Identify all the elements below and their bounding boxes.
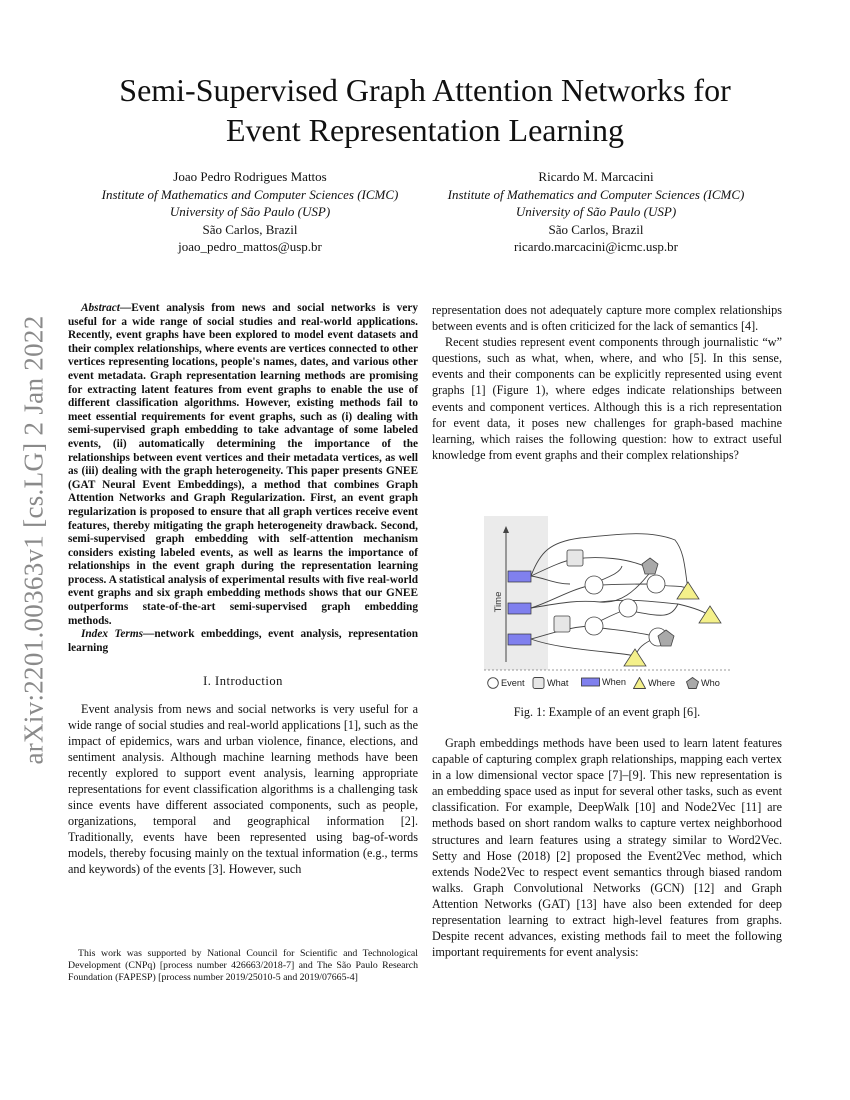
arxiv-side-label: arXiv:2201.00363v1 [cs.LG] 2 Jan 2022 <box>18 315 49 765</box>
author-name: Ricardo M. Marcacini <box>538 169 654 184</box>
author-block-2 <box>416 168 776 256</box>
left-column <box>68 302 418 878</box>
right-column-bottom <box>432 735 782 960</box>
section-heading: I. Introduction <box>203 674 283 689</box>
legend-event-icon <box>487 677 499 689</box>
author-email[interactable]: joao_pedro_mattos@usp.br <box>178 239 322 254</box>
index-terms-label: Index Terms <box>81 628 144 641</box>
what-nodes <box>554 550 583 632</box>
paper-title <box>60 70 790 150</box>
author-institute: Institute of Mathematics and Computer Sciences (ICMC) <box>101 186 399 202</box>
author-university: University of São Paulo (USP) <box>169 204 331 219</box>
time-axis-label: Time <box>493 591 504 613</box>
author-university: University of São Paulo (USP) <box>515 204 677 219</box>
legend-where-icon <box>633 677 646 689</box>
event-graph-figure <box>470 512 770 702</box>
intro-paragraph-1: Event analysis from news and social networks is very useful for a wide range of social studies and real-world applications [1], such as the impact of epidemics, wars and urban violence, finance, elections, and sentiment analysis. Although machine learning methods have been recently explored to support event analysis, learning appropriate representations for event classification algorithms is a challenging task since events have different associated components, such as people, organizations, temporal and geographical information [2]. Traditionally, events have been represented using bag-of-words models, thereby focusing mainly on the textual information (e.g., terms and keywords) of the events [3]. However, such <box>68 701 418 877</box>
legend-what-label: What <box>547 678 569 688</box>
index-terms <box>68 628 418 655</box>
legend-when <box>581 677 626 687</box>
author-institute: Institute of Mathematics and Computer Sciences (ICMC) <box>447 186 745 202</box>
footnote <box>68 948 418 984</box>
legend-when-icon <box>581 677 600 687</box>
right-paragraph-3: Graph embeddings methods have been used to learn latent features capable of capturing complex graph relationships, mapping each vertex in a low dimensional vector space [7]–[9]. This new representation is an embedding space used as input for several other tasks, such as event classification. For example, DeepWalk [10] and Node2Vec [11] are methods based on short random walks to capture vertex neighborhood structures and learn features using a strategy similar to Word2Vec. Setty and Hose (2018) [2] proposed the Event2Vec method, which extends Node2Vec to respect event semantics through biased random walks. Graph Convolutional Networks (GCN) [12] and Graph Attention Networks (GAT) [13] have also been extended for deep representation learning to extract high-level features from graphs. Despite recent advances, existing methods fail to meet the following important requirements for event analysis: <box>432 736 782 960</box>
abstract <box>68 302 418 628</box>
legend-who-label: Who <box>701 678 720 688</box>
author-block-1 <box>70 168 430 256</box>
title-line-2: Event Representation Learning <box>225 112 625 148</box>
author-name: Joao Pedro Rodrigues Mattos <box>173 169 327 184</box>
figure-caption: Fig. 1: Example of an event graph [6]. <box>513 705 701 719</box>
when-nodes <box>508 571 531 645</box>
title-line-1: Semi-Supervised Graph Attention Networks for <box>119 72 731 108</box>
author-email[interactable]: ricardo.marcacini@icmc.usp.br <box>514 239 678 254</box>
legend-when-label: When <box>602 677 627 687</box>
abstract-label: Abstract <box>81 302 120 314</box>
legend-event <box>487 677 525 689</box>
where-nodes <box>624 582 721 666</box>
right-column-top <box>432 302 782 463</box>
right-paragraph-1: representation does not adequately capture more complex relationships between events and is often criticized for the lack of semantics [4]. <box>432 303 782 334</box>
legend-where-label: Where <box>648 678 676 688</box>
legend-who <box>686 677 720 689</box>
legend-event-label: Event <box>501 678 525 688</box>
legend-who-icon <box>686 677 699 689</box>
author-city: São Carlos, Brazil <box>202 221 298 237</box>
right-paragraph-2: Recent studies represent event components through journalistic “w” questions, such as what, when, where, and who [5]. In this sense, events and their components can be explicitly represented using event graphs [1] (Figure 1), where edges indicate relationships between events and component vertices. Although this is a rich representation for event data, it poses new challenges for graph-based machine learning, which raises the following question: how to extract useful knowledge from event graphs and their complex relationships? <box>432 335 782 462</box>
index-terms-text: —network embeddings, event analysis, representation learning <box>68 628 418 654</box>
legend-what <box>532 677 568 689</box>
legend-where <box>633 677 675 689</box>
abstract-text: —Event analysis from news and social networks is very useful for a wide range of social studies and real-world applications. Recently, event graphs have been explored to model event datasets and their complex relationships, where events are vertices connected to other vertices representing locations, people's names, dates, and various other event metadata. Graph representation learning methods are promising for extracting latent features from event graphs to enable the use of different classification algorithms. However, existing methods fail to meet essential requirements for event graphs, such as (i) dealing with semi-supervised graph embedding to take advantage of some labeled events, (ii) automatically determining the importance of the relationships between event vertices and their metadata vertices, as well as (iii) dealing with the graph heterogeneity. This paper presents GNEE (GAT Neural Event Embeddings), a method that combines Graph Attention Networks and Graph Regularization. First, an event graph regularization is proposed to ensure that all graph vertices receive event features, thereby mitigating the graph heterogeneity drawback. Second, semi-supervised graph embedding with self-attention mechanism considers existing labeled events, as well as learns the importance of relationships in the event graph during the representation learning process. A statistical analysis of experimental results with five real-world event graphs and six graph embedding methods shows that our GNEE outperforms state-of-the-art semi-supervised graph embedding methods. <box>68 302 418 627</box>
event-nodes <box>585 575 667 646</box>
footnote-text: This work was supported by National Council for Scientific and Technological Development (CNPq) [process number 426663/2018-7] and The São Paulo Research Foundation (FAPESP) [process number 2019/25010-5 and 2019/07665-4] <box>68 948 418 983</box>
figure-legend <box>487 677 787 693</box>
legend-what-icon <box>532 677 545 689</box>
author-city: São Carlos, Brazil <box>548 221 644 237</box>
